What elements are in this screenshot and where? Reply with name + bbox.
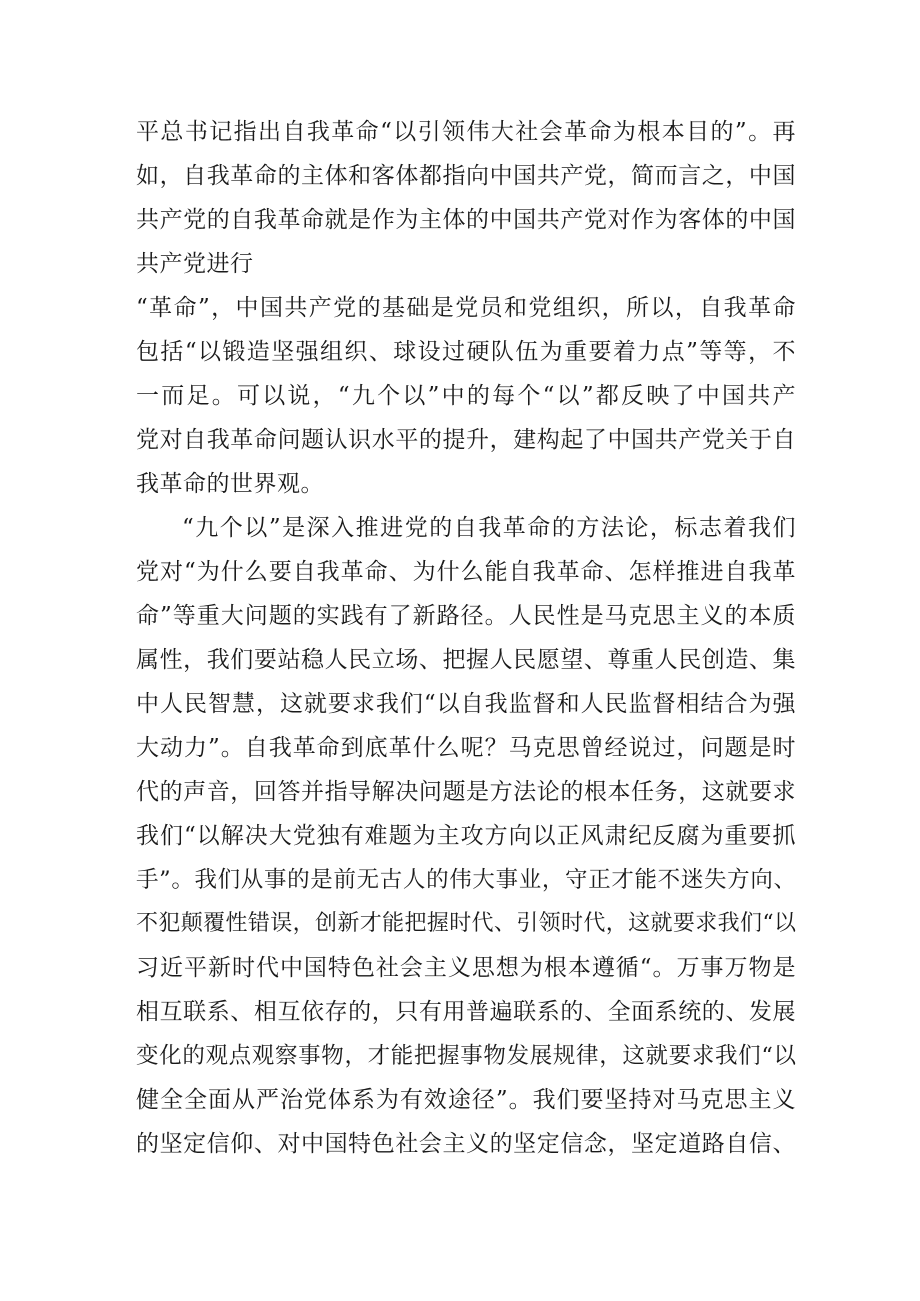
text-line: 平总书记指出自我革命“以引领伟大社会革命为根本目的”。再 <box>136 119 796 145</box>
text-line: 党对自我革命问题认识水平的提升，建构起了中国共产党关于自 <box>136 427 796 453</box>
text-line: “革命”，中国共产党的基础是党员和党组织，所以，自我革命 <box>136 295 796 321</box>
text-line: 手”。我们从事的是前无古人的伟大事业，守正才能不迷失方向、 <box>136 867 796 893</box>
text-line: 相互联系、相互依存的，只有用普遍联系的、全面系统的、发展 <box>136 999 796 1025</box>
text-line: 健全全面从严治党体系为有效途径”。我们要坚持对马克思主义 <box>136 1087 796 1113</box>
text-line: 共产党的自我革命就是作为主体的中国共产党对作为客体的中国 <box>136 207 796 233</box>
text-line: 的坚定信仰、对中国特色社会主义的坚定信念，坚定道路自信、 <box>136 1131 796 1157</box>
text-line: 如，自我革命的主体和客体都指向中国共产党，简而言之，中国 <box>136 163 796 189</box>
text-line: 包括“以锻造坚强组织、球设过硬队伍为重要着力点”等等，不 <box>136 339 796 365</box>
paragraph-first-line: “九个以”是深入推进党的自我革命的方法论，标志着我们 <box>182 515 796 541</box>
text-line: 属性，我们要站稳人民立场、把握人民愿望、尊重人民创造、集 <box>136 647 796 673</box>
text-line: 习近平新时代中国特色社会主义思想为根本遵循“。万事万物是 <box>136 955 796 981</box>
text-line: 变化的观点观察事物，才能把握事物发展规律，这就要求我们“以 <box>136 1043 796 1069</box>
text-line: 不犯颠覆性错误，创新才能把握时代、引领时代，这就要求我们“以 <box>136 911 796 936</box>
text-line: 一而足。可以说，“九个以”中的每个“以”都反映了中国共产 <box>136 383 796 409</box>
text-line: 中人民智慧，这就要求我们“以自我监督和人民监督相结合为强 <box>136 691 796 717</box>
text-line: 我革命的世界观。 <box>136 471 324 497</box>
text-line: 命”等重大问题的实践有了新路径。人民性是马克思主义的本质 <box>136 603 796 629</box>
text-line: 我们“以解决大党独有难题为主攻方向以正风肃纪反腐为重要抓 <box>136 823 796 849</box>
text-line: 共产党进行 <box>136 251 254 277</box>
text-line: 代的声音，回答并指导解决问题是方法论的根本任务，这就要求 <box>136 779 796 805</box>
text-line: 大动力”。自我革命到底革什么呢？马克思曾经说过，问题是时 <box>136 735 796 761</box>
body-text <box>136 110 796 1166</box>
text-line: 党对“为什么要自我革命、为什么能自我革命、怎样推进自我革 <box>136 559 796 585</box>
